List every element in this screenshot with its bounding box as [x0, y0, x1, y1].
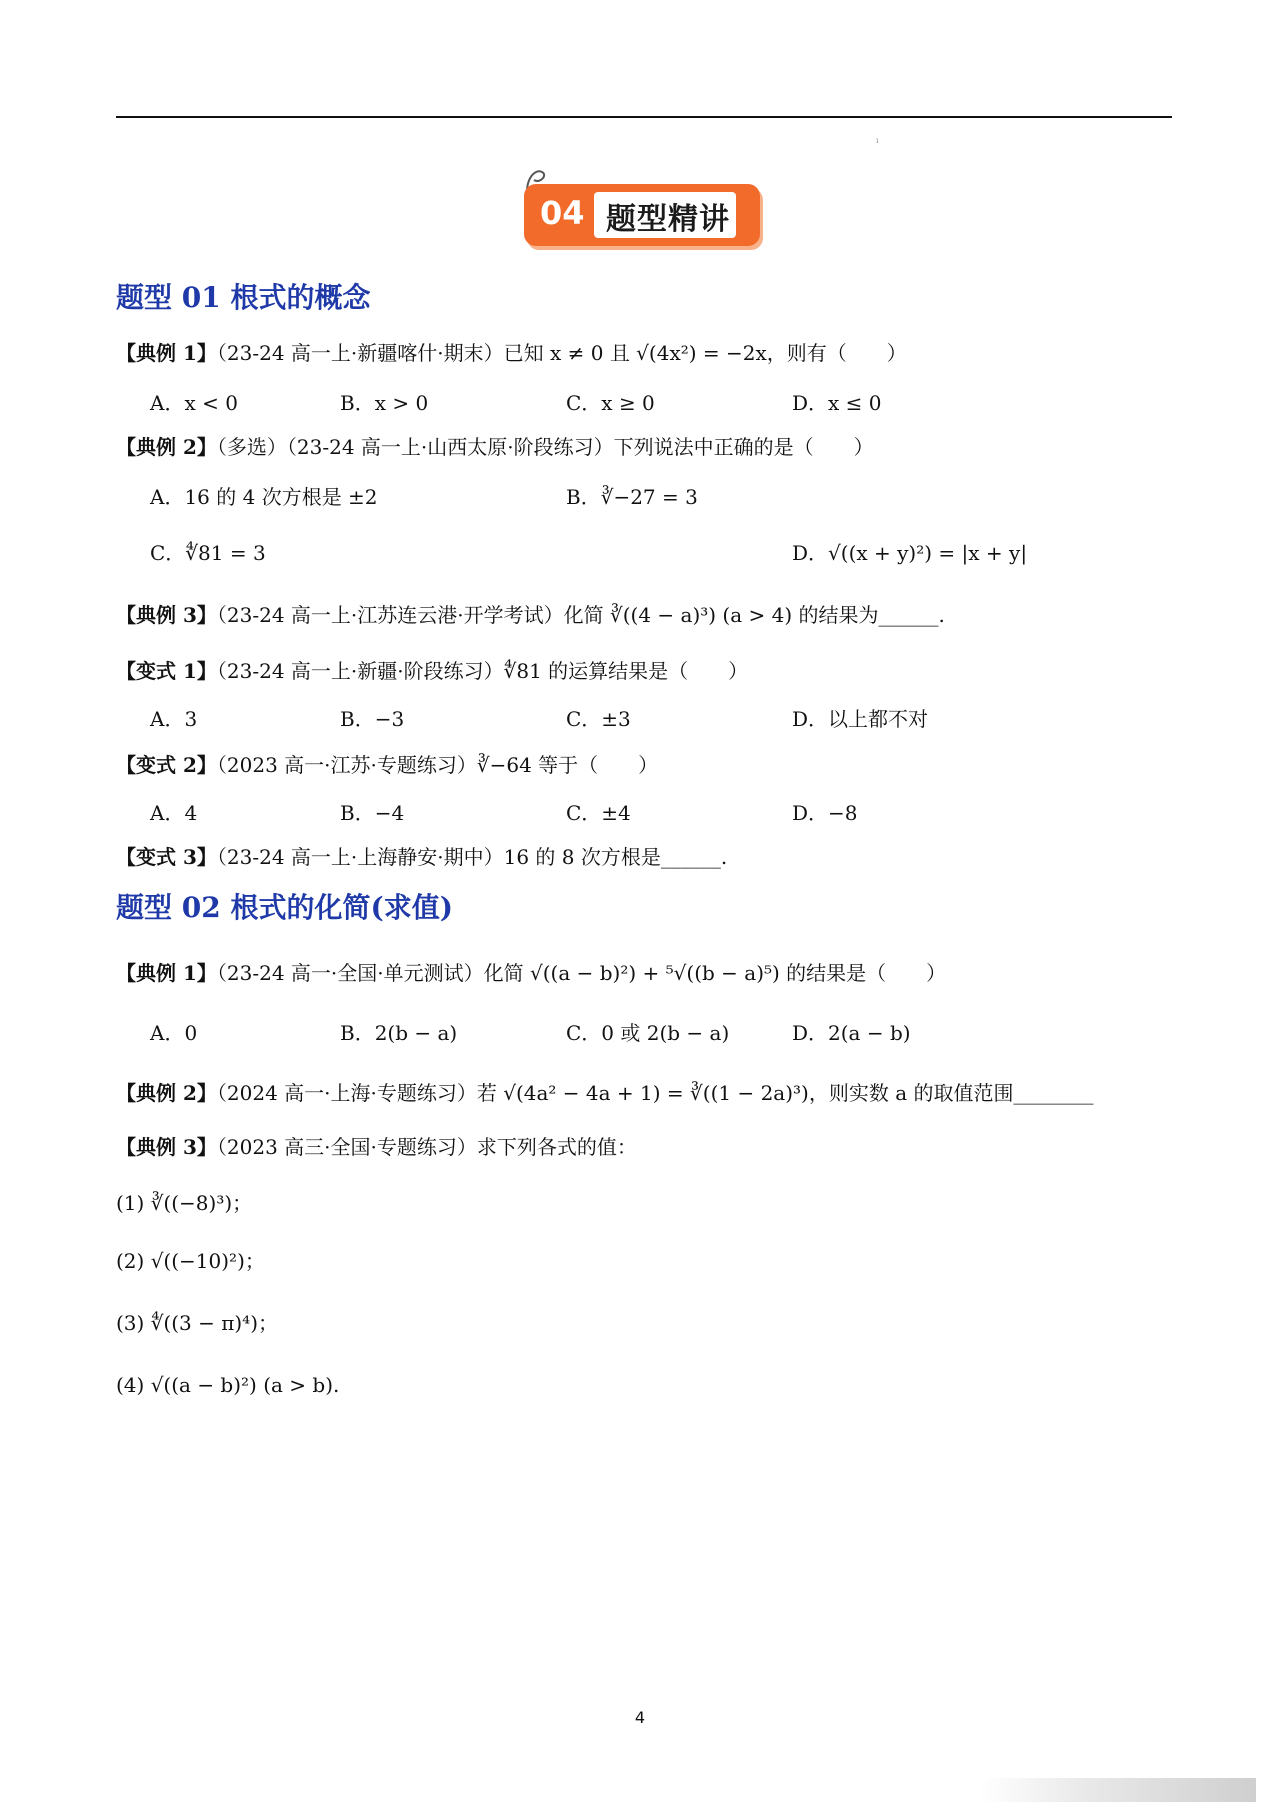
question-source: （2023 高三·全国·专题练习） [216, 1135, 477, 1159]
question-tag: 【变式 3】 [116, 845, 217, 869]
question-source: （23-24 高一上·上海静安·期中） [216, 845, 504, 869]
s1-q2 [116, 432, 874, 462]
header-rule [116, 116, 1172, 118]
section-badge [520, 162, 770, 252]
question-text: 求下列各式的值： [476, 1135, 637, 1159]
s2-q1 [116, 958, 946, 988]
s1-q1 [116, 338, 907, 368]
s1-q3 [116, 600, 945, 630]
sub-item-1: (1) ∛((−8)³)； [116, 1191, 253, 1215]
question-text: 若 √(4a² − 4a + 1) = ∛((1 − 2a)³)，则实数 a 的取值范围________ [476, 1081, 1094, 1105]
question-text: 16 的 8 次方根是______. [503, 845, 728, 869]
s1-v3 [116, 842, 727, 872]
option-d: D．x ≤ 0 [792, 391, 882, 415]
question-tag: 【典例 1】 [116, 961, 217, 985]
sub-item-2: (2) √((−10)²)； [116, 1249, 265, 1273]
question-tag: 【变式 1】 [116, 659, 217, 683]
option-a: A．x < 0 [150, 391, 238, 415]
question-source: （2024 高一·上海·专题练习） [216, 1081, 477, 1105]
question-tag: 【典例 3】 [116, 1135, 217, 1159]
question-tag: 【典例 2】 [116, 435, 217, 459]
badge-number: 04 [540, 194, 585, 232]
question-text: 下列说法中正确的是（ ） [613, 435, 874, 459]
sub-item-3: (3) ∜((3 − π)⁴)； [116, 1311, 279, 1335]
option-c: C．∜81 = 3 [150, 541, 266, 565]
question-source: （23-24 高一·全国·单元测试） [216, 961, 484, 985]
question-source: （23-24 高一上·新疆喀什·期末） [216, 341, 504, 365]
question-text: 化简 ∛((4 − a)³) (a > 4) 的结果为______. [563, 603, 945, 627]
question-source: （2023 高一·江苏·专题练习） [216, 753, 477, 777]
question-tag: 【典例 1】 [116, 341, 217, 365]
s2-q2 [116, 1078, 1094, 1108]
question-text: 已知 x ≠ 0 且 √(4x²) = −2x，则有（ ） [503, 341, 907, 365]
option-c: C．±3 [566, 707, 631, 731]
option-b: B．x > 0 [340, 391, 429, 415]
question-tag: 【典例 2】 [116, 1081, 217, 1105]
sub-item-4: (4) √((a − b)²) (a > b). [116, 1373, 340, 1397]
question-source: （多选）（23-24 高一上·山西太原·阶段练习） [216, 435, 614, 459]
s1-v1 [116, 656, 748, 686]
option-b: B．−3 [340, 707, 405, 731]
scan-mark: ı [876, 136, 879, 145]
option-b: B．2(b − a) [340, 1021, 458, 1045]
question-source: （23-24 高一上·江苏连云港·开学考试） [216, 603, 564, 627]
badge-title: 题型精讲 [606, 202, 730, 237]
question-text: 化简 √((a − b)²) + ⁵√((b − a)⁵) 的结果是（ ） [483, 961, 947, 985]
question-text: ∜81 的运算结果是（ ） [503, 659, 749, 683]
option-a: A．16 的 4 次方根是 ±2 [150, 485, 378, 509]
option-b: B．−4 [340, 801, 405, 825]
option-a: A．0 [150, 1021, 198, 1045]
question-tag: 【典例 3】 [116, 603, 217, 627]
scan-edge-artifact [980, 1778, 1256, 1802]
option-d: D．−8 [792, 801, 858, 825]
option-a: A．4 [150, 801, 198, 825]
badge-notch [736, 206, 746, 224]
option-d: D．以上都不对 [792, 707, 929, 731]
option-c: C．x ≥ 0 [566, 391, 655, 415]
question-tag: 【变式 2】 [116, 753, 217, 777]
s1-v2 [116, 750, 658, 780]
section2-heading: 题型 02 根式的化简(求值) [116, 891, 453, 924]
option-c: C．0 或 2(b − a) [566, 1021, 730, 1045]
section1-heading: 题型 01 根式的概念 [116, 281, 371, 314]
page-number: 4 [634, 1708, 646, 1727]
option-d: D．2(a − b) [792, 1021, 911, 1045]
s2-q3 [116, 1132, 637, 1162]
question-text: ∛−64 等于（ ） [476, 753, 659, 777]
option-b: B．∛−27 = 3 [566, 485, 698, 509]
option-a: A．3 [150, 707, 198, 731]
option-d: D．√((x + y)²) = |x + y| [792, 541, 1028, 565]
option-c: C．±4 [566, 801, 631, 825]
question-source: （23-24 高一上·新疆·阶段练习） [216, 659, 504, 683]
